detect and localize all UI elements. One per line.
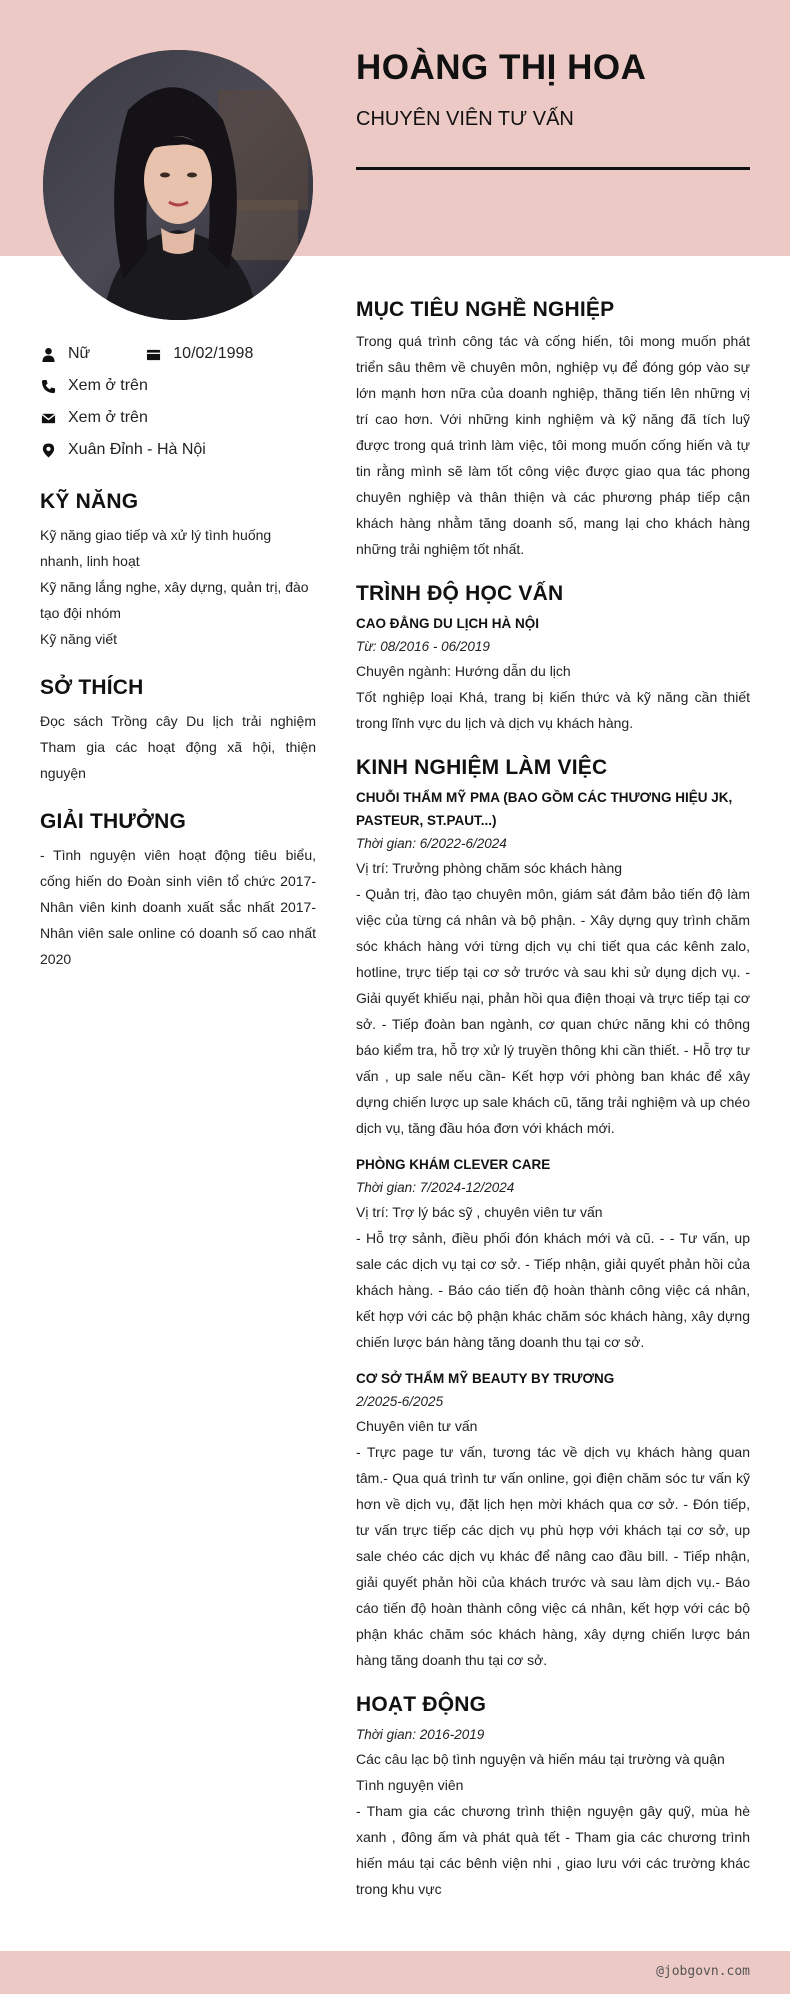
education-major: Chuyên ngành: Hướng dẫn du lịch: [356, 663, 571, 679]
job-desc: - Quản trị, đào tạo chuyên môn, giám sát đảm bảo tiến độ làm việc của từng cá nhân và bộ phận. - Xây dựng quy trình chăm sóc khách hàng với từng dịch vụ chi tiết qua các kênh zalo, hotline, trực tiếp tại cơ sở trước và sau khi sử dụng dịch vụ. - Giải quyết khiếu nại, phản hồi qua điện thoại và trực tiếp tại cơ sở. - Tiếp đoàn ban ngành, cơ quan chức năng khi có thông báo kiểm tra, hỗ trợ xử lý truyền thông khi cần thiết. - Hỗ trợ tư vấn , up sale nếu cần- Kết hợp với phòng ban khác để xây dựng chiến lược up sale khách cũ, tăng trải nghiệm và up chéo dịch vụ, tăng đầu hóa đơn với khách mới.: [356, 886, 750, 1136]
contact-row-phone: [40, 370, 316, 402]
skill-item: Kỹ năng viết: [40, 631, 118, 647]
education-time: Từ: 08/2016 - 06/2019: [356, 639, 490, 654]
activities-role: Tình nguyện viên: [356, 1777, 464, 1793]
gender-value: Nữ: [68, 345, 91, 362]
job-time: Thời gian: 7/2024-12/2024: [356, 1180, 515, 1195]
job-position: Vị trí: Trưởng phòng chăm sóc khách hàng: [356, 860, 623, 876]
calendar-icon: [145, 346, 161, 362]
awards-heading: GIẢI THƯỞNG: [40, 810, 187, 833]
candidate-name: HOÀNG THỊ HOA: [356, 48, 647, 87]
phone-icon: [40, 378, 56, 394]
contact-row-gender-birthday: [40, 338, 316, 370]
job-desc: - Trực page tư vấn, tương tác về dịch vụ khách hàng quan tâm.- Qua quá trình tư vấn online, gọi điện chăm sóc tư vấn kỹ hơn về dịch vụ, đặt lịch hẹn mời khách qua cơ sở. - Đón tiếp, tư vấn trực tiếp các dịch vụ phù hợp với khách tại cơ sở, up sale chéo các dịch vụ khác để nâng cao đầu bill. - Tiếp nhận, giải quyết phản hồi của khách trước và sau làm dịch vụ.- Báo cáo tiến độ hoàn thành công việc cá nhân, kết hợp với các bộ phận khác chăm sóc khách hàng, xây dựng chiến lược bán hàng tăng doanh thu tại cơ sở.: [356, 1444, 750, 1668]
objective-section: [356, 298, 750, 562]
job-desc: - Hỗ trợ sảnh, điều phối đón khách mới và cũ. - - Tư vấn, up sale các dịch vụ tại cơ sở. - Tiếp nhận, giải quyết phản hồi của khách hàng. - Báo cáo tiến độ hoàn thành công việc cá nhân, kết hợp với các bộ phận khác chăm sóc khách hàng, xây dựng chiến lược bán hàng tăng doanh thu tại cơ sở.: [356, 1230, 750, 1350]
phone-value: Xem ở trên: [68, 377, 148, 394]
address-value: Xuân Đỉnh - Hà Nội: [68, 441, 206, 458]
skill-item: Kỹ năng giao tiếp và xử lý tình huống nhanh, linh hoạt: [40, 527, 272, 569]
contact-row-address: [40, 434, 316, 466]
hobbies-text: Đọc sách Trồng cây Du lịch trải nghiệm Tham gia các hoạt động xã hội, thiện nguyện: [40, 713, 316, 781]
watermark: @jobgovn.com: [656, 1964, 750, 1979]
job-position: Chuyên viên tư vấn: [356, 1418, 478, 1434]
job-time: Thời gian: 6/2022-6/2024: [356, 836, 507, 851]
education-section: [356, 582, 750, 736]
experience-heading: KINH NGHIỆM LÀM VIỆC: [356, 756, 608, 779]
school-name: CAO ĐẲNG DU LỊCH HÀ NỘI: [356, 616, 539, 631]
experience-section: [356, 756, 750, 1673]
job-entry: [356, 786, 750, 1141]
job-time: 2/2025-6/2025: [356, 1394, 444, 1409]
job-company: CHUỖI THẨM MỸ PMA (BAO GỒM CÁC THƯƠNG HIỆU JK, PASTEUR, ST.PAUT...): [356, 790, 733, 828]
activities-desc: - Tham gia các chương trình thiện nguyện gây quỹ, mùa hè xanh , đông ấm và phát quà tết - Tham gia các chương trình hiến máu tại các bênh viện nhi , giao lưu với các trường khác trong khu vực: [356, 1803, 750, 1897]
activities-time: Thời gian: 2016-2019: [356, 1727, 485, 1742]
user-icon: [40, 346, 56, 362]
job-company: CƠ SỞ THẨM MỸ BEAUTY BY TRƯƠNG: [356, 1371, 615, 1386]
profile-photo: [43, 50, 313, 320]
activities-heading: HOẠT ĐỘNG: [356, 1693, 487, 1716]
email-value: Xem ở trên: [68, 409, 148, 426]
contact-row-email: [40, 402, 316, 434]
activities-org: Các câu lạc bộ tình nguyện và hiến máu tại trường và quận: [356, 1751, 725, 1767]
skills-heading: KỸ NĂNG: [40, 490, 139, 513]
objective-text: Trong quá trình công tác và cống hiến, tôi mong muốn phát triển sâu thêm về chuyên môn, nghiệp vụ để đóng góp vào sự lớn mạnh hơn nữa của doanh nghiệp, thăng tiến lên những vị trí cao hơn. Với những kinh nghiệm và kỹ năng đã tích luỹ được trong quá trình làm việc, tôi mong muốn cống hiến và tự tin rằng mình sẽ làm tốt công việc được giao qua tác phong chuyên nghiệp và thân thiện và các phương pháp tiếp cận khách hàng nhằm tăng doanh số, mang lại cho khách hàng những trải nghiệm tốt nhất.: [356, 333, 750, 557]
education-desc: Tốt nghiệp loại Khá, trang bị kiến thức và kỹ năng cần thiết trong lĩnh vực du lịch và dịch vụ khách hàng.: [356, 689, 750, 731]
location-pin-icon: [40, 442, 56, 458]
job-entry: [356, 1367, 750, 1673]
skill-item: Kỹ năng lắng nghe, xây dựng, quản trị, đào tạo đội nhóm: [40, 579, 309, 621]
awards-text: - Tình nguyện viên hoạt động tiêu biểu, cống hiến do Đoàn sinh viên tổ chức 2017- Nhân viên kinh doanh xuất sắc nhất 2017- Nhân viên sale online có doanh số cao nhất 2020: [40, 847, 316, 967]
gender-item: [40, 345, 90, 363]
candidate-title: CHUYÊN VIÊN TƯ VẤN: [356, 108, 574, 130]
job-company: PHÒNG KHÁM CLEVER CARE: [356, 1157, 551, 1172]
activities-section: [356, 1693, 750, 1902]
objective-heading: MỤC TIÊU NGHỀ NGHIỆP: [356, 298, 615, 321]
right-column: [356, 298, 750, 1922]
job-entry: [356, 1153, 750, 1355]
hobbies-heading: SỞ THÍCH: [40, 676, 144, 699]
birthday-item: [145, 345, 253, 363]
job-position: Vị trí: Trợ lý bác sỹ , chuyên viên tư vấn: [356, 1204, 603, 1220]
birthday-value: 10/02/1998: [173, 345, 254, 362]
education-heading: TRÌNH ĐỘ HỌC VẤN: [356, 582, 564, 605]
mail-icon: [40, 410, 56, 426]
title-divider: [356, 167, 750, 170]
left-column: [40, 338, 316, 972]
